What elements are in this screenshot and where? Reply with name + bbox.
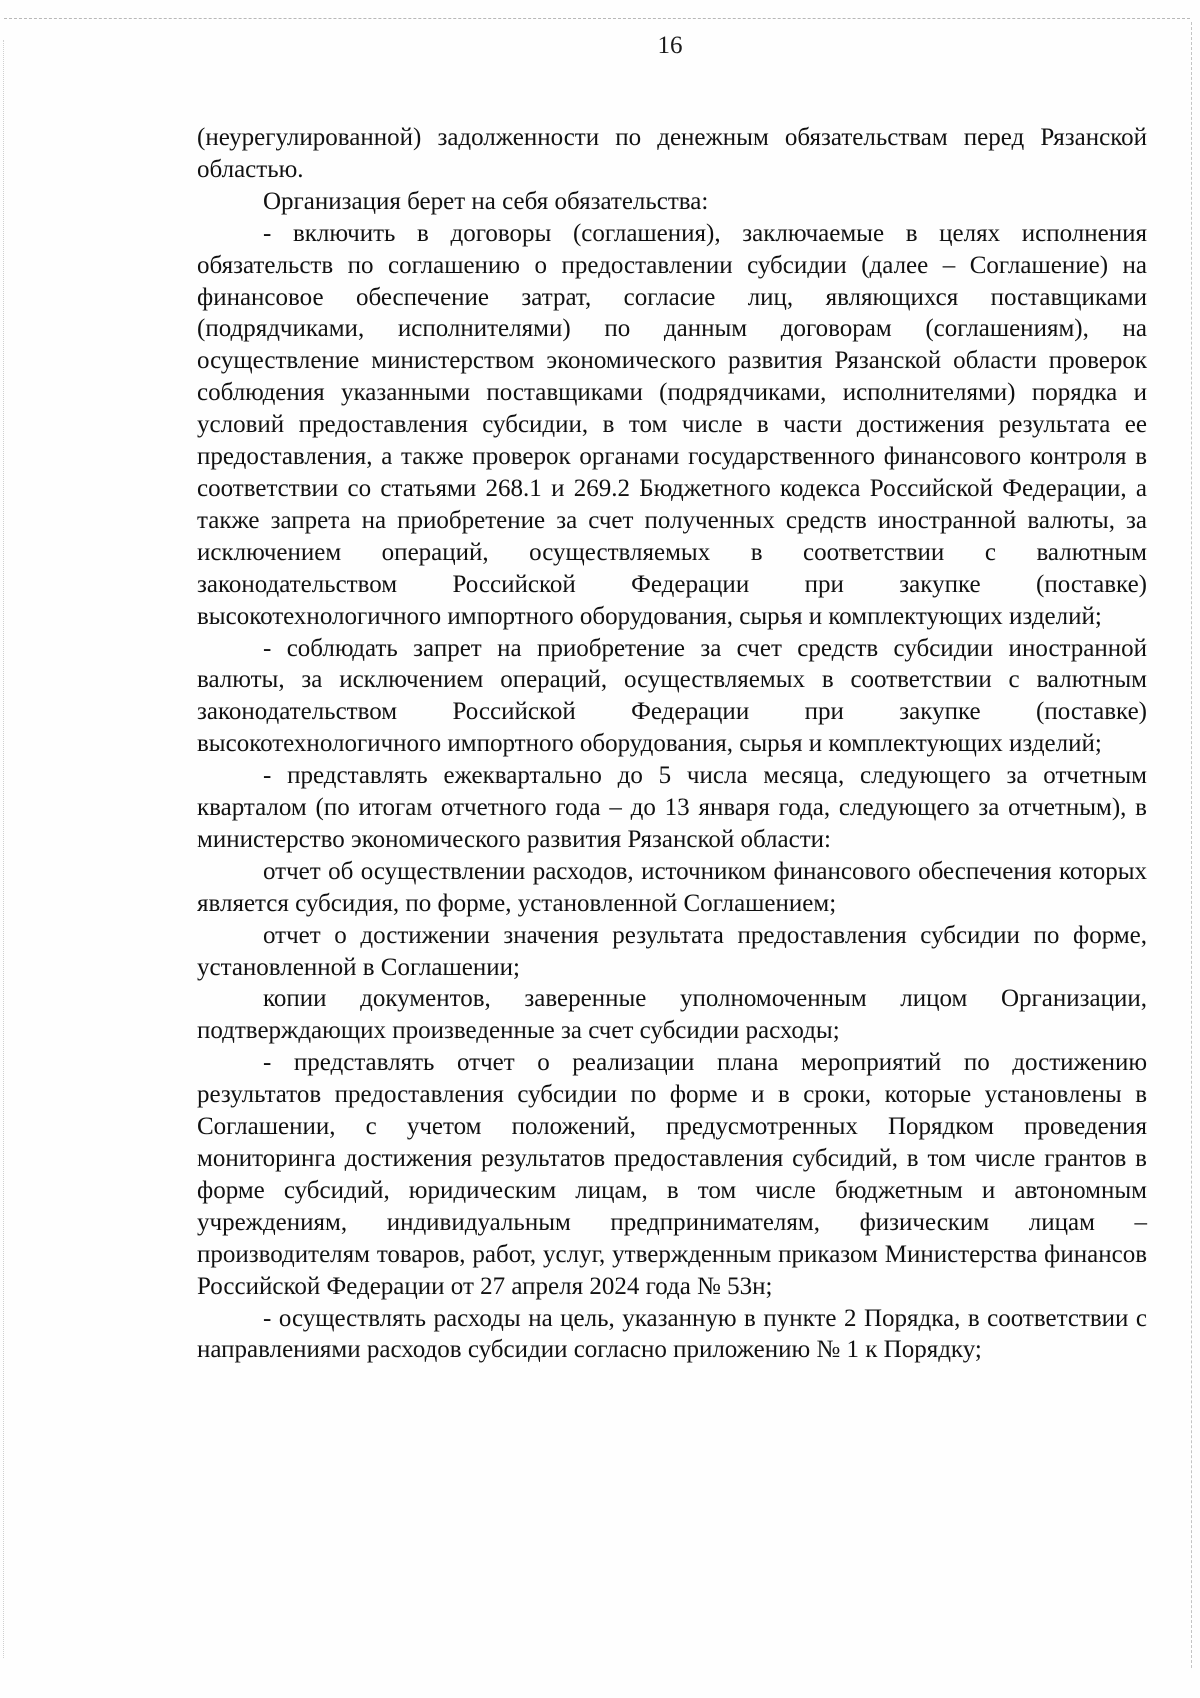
body-text (197, 122, 1147, 1366)
page-number: 16 (657, 32, 683, 59)
paragraph-result-report: отчет о достижении значения результата предоставления субсидии по форме, установленной в Соглашении; (197, 921, 1147, 981)
paragraph-quarterly-reports: - представлять ежеквартально до 5 числа месяца, следующего за отчетным кварталом (по итогам отчетного года – до 13 января года, следующего за отчетным), в министерство экономического развития Рязанской области: (197, 762, 1147, 853)
scan-border-left (3, 40, 4, 1658)
paragraph-plan-report: - представлять отчет о реализации плана мероприятий по достижению результатов предоставления субсидии по форме и в сроки, которые установлены в Соглашении, с учетом положений, предусмотренных Порядком проведения мониторинга достижения результатов предоставления субсидий, в том числе грантов в форме субсидий, юридическим лицам, в том числе бюджетным и автономным учреждениям, индивидуальным предпринимателям, физическим лицам – производителям товаров, работ, услуг, утвержденным приказом Министерства финансов Российской Федерации от 27 апреля 2024 года № 53н; (197, 1049, 1147, 1300)
scan-border-right (1191, 22, 1192, 1668)
paragraph-expense-report: отчет об осуществлении расходов, источником финансового обеспечения которых является субсидия, по форме, установленной Соглашением; (197, 857, 1147, 917)
paragraph-debt-continuation: (неурегулированной) задолженности по денежным обязательствам перед Рязанской областью. (197, 124, 1147, 183)
paragraph-obligations-intro: Организация берет на себя обязательства: (263, 187, 709, 215)
paragraph-expenses-purpose: - осуществлять расходы на цель, указанную в пункте 2 Порядка, в соответствии с направлениями расходов субсидии согласно приложению № 1 к Порядку; (197, 1304, 1147, 1364)
scan-border-top (4, 18, 1190, 19)
paragraph-currency-ban: - соблюдать запрет на приобретение за счет средств субсидии иностранной валюты, за исключением операций, осуществляемых в соответствии с валютным законодательством Российской Федерации при закупке (поставке) высокотехнологичного импортного оборудования, сырья и комплектующих изделий; (197, 634, 1147, 758)
paragraph-document-copies: копии документов, заверенные уполномоченным лицом Организации, подтверждающих произведенные за счет субсидии расходы; (197, 985, 1147, 1045)
paragraph-include-in-contracts: - включить в договоры (соглашения), заключаемые в целях исполнения обязательств по соглашению о предоставлении субсидии (далее – Соглашение) на финансовое обеспечение затрат, согласие лиц, являющихся поставщиками (подрядчиками, исполнителями) по данным договорам (соглашениям), на осуществление министерством экономического развития Рязанской области проверок соблюдения указанными поставщиками (подрядчиками, исполнителями) порядка и условий предоставления субсидии, в том числе в части достижения результата ее предоставления, а также проверок органами государственного финансового контроля в соответствии со статьями 268.1 и 269.2 Бюджетного кодекса Российской Федерации, а также запрета на приобретение за счет полученных средств иностранной валюты, за исключением операций, осуществляемых в соответствии с валютным законодательством Российской Федерации при закупке (поставке) высокотехнологичного импортного оборудования, сырья и комплектующих изделий; (197, 219, 1147, 630)
